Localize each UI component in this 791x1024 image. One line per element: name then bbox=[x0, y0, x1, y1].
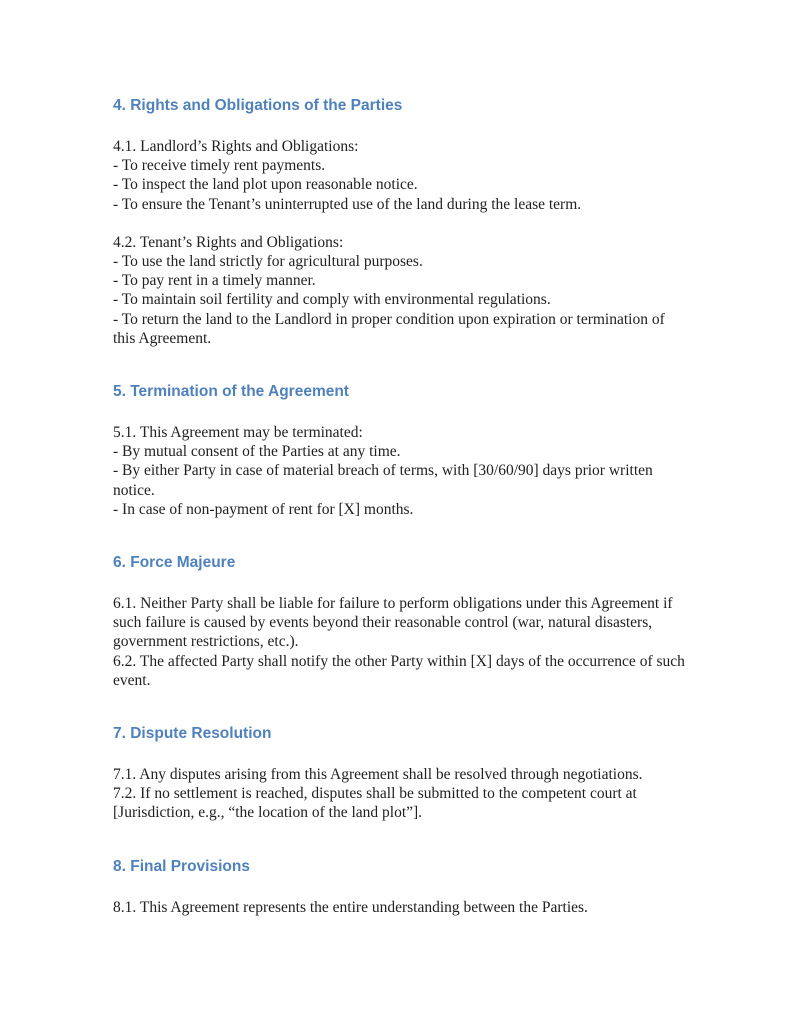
section-force-majeure bbox=[113, 553, 685, 690]
text-line: - In case of non-payment of rent for [X] months. bbox=[113, 500, 414, 518]
text-line: 7.2. If no settlement is reached, disputes shall be submitted to the competent court at bbox=[113, 785, 637, 803]
section-dispute-resolution bbox=[113, 724, 669, 823]
text-line: 6.1. Neither Party shall be liable for failure to perform obligations under this Agreement if bbox=[113, 595, 673, 613]
text-line: - To use the land strictly for agricultural purposes. bbox=[113, 253, 423, 271]
text-line: - To ensure the Tenant’s uninterrupted use of the land during the lease term. bbox=[113, 195, 582, 213]
section-heading: 7. Dispute Resolution bbox=[113, 725, 272, 743]
document-content bbox=[113, 96, 685, 917]
paragraph-landlord-obligations bbox=[113, 137, 669, 214]
section-rights-and-obligations bbox=[113, 96, 669, 348]
text-line: 4.1. Landlord’s Rights and Obligations: bbox=[113, 138, 359, 155]
section-heading: 6. Force Majeure bbox=[113, 554, 236, 572]
text-line: 8.1. This Agreement represents the entire understanding between the Parties. bbox=[113, 898, 588, 916]
text-line: - To receive timely rent payments. bbox=[113, 157, 326, 175]
text-line: government restrictions, etc.). bbox=[113, 633, 299, 651]
paragraph-termination-terms bbox=[113, 423, 669, 519]
text-line: 6.2. The affected Party shall notify the other Party within [X] days of the occurrence of such bbox=[113, 652, 685, 670]
text-line: - To maintain soil fertility and comply with environmental regulations. bbox=[113, 291, 551, 309]
text-line: event. bbox=[113, 671, 151, 689]
text-line: 4.2. Tenant’s Rights and Obligations: bbox=[113, 233, 344, 251]
paragraph-dispute-terms bbox=[113, 765, 669, 823]
text-line: this Agreement. bbox=[113, 329, 212, 347]
text-line: 5.1. This Agreement may be terminated: bbox=[113, 424, 363, 442]
section-heading: 5. Termination of the Agreement bbox=[113, 383, 349, 401]
section-heading: 8. Final Provisions bbox=[113, 857, 250, 875]
text-line: - By mutual consent of the Parties at any time. bbox=[113, 443, 401, 461]
text-line: [Jurisdiction, e.g., “the location of the land plot”]. bbox=[113, 804, 423, 822]
text-line: notice. bbox=[113, 481, 155, 499]
section-termination bbox=[113, 382, 669, 519]
text-line: - By either Party in case of material breach of terms, with [30/60/90] days prior written bbox=[113, 462, 653, 480]
text-line: - To pay rent in a timely manner. bbox=[113, 272, 316, 290]
text-line: - To return the land to the Landlord in proper condition upon expiration or termination of bbox=[113, 310, 665, 328]
paragraph-force-majeure-terms bbox=[113, 594, 685, 690]
text-line: 7.1. Any disputes arising from this Agreement shall be resolved through negotiations. bbox=[113, 766, 643, 784]
paragraph-tenant-obligations bbox=[113, 233, 669, 348]
section-heading: 4. Rights and Obligations of the Parties bbox=[113, 97, 403, 114]
text-line: such failure is caused by events beyond their reasonable control (war, natural disasters, bbox=[113, 614, 653, 632]
section-final-provisions bbox=[113, 857, 669, 917]
paragraph-final-terms bbox=[113, 898, 669, 917]
text-line: - To inspect the land plot upon reasonable notice. bbox=[113, 176, 418, 194]
